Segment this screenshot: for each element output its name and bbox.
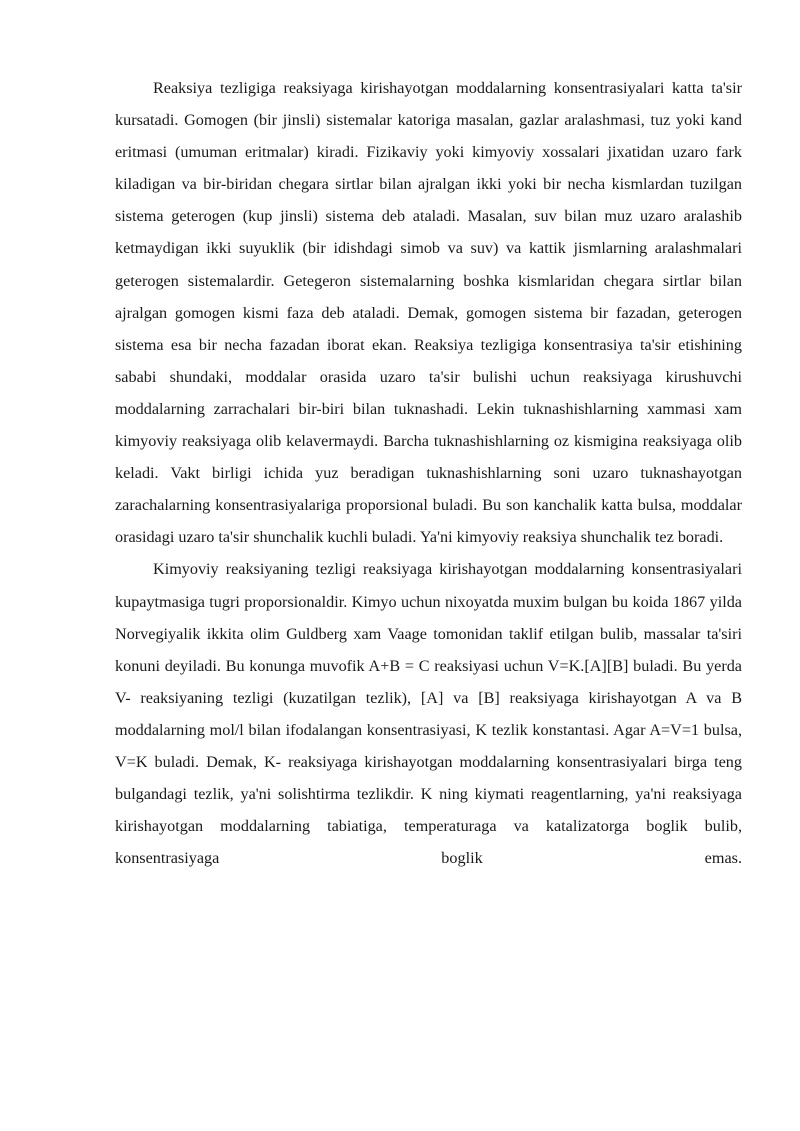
paragraph-reaction-rate-concentration: Reaksiya tezligiga reaksiyaga kirishayotgan moddalarning konsentrasiyalari katta ta'sir kursatadi. Gomogen (bir jinsli) sistemalar katoriga masalan, gazlar aralashmasi, tuz yoki kand eritmasi (umuman eritmalar) kiradi. Fizikaviy yoki kimyoviy xossalari jixatidan uzaro fark kiladigan va bir-biridan chegara sirtlar bilan ajralgan ikki yoki bir necha kismlardan tuzilgan sistema geterogen (kup jinsli) sistema deb ataladi. Masalan, suv bilan muz uzaro aralashib ketmaydigan ikki suyuklik (bir idishdagi simob va suv) va kattik jismlarning aralashmalari geterogen sistemalardir. Getegeron sistemalarning boshka kismlaridan chegara sirtlar bilan ajralgan gomogen kismi faza deb ataladi. Demak, gomogen sistema bir fazadan, geterogen sistema esa bir necha fazadan iborat ekan. Reaksiya tezligiga konsentrasiya ta'sir etishining sababi shundaki, moddalar orasida uzaro ta'sir bulishi uchun reaksiyaga kirushuvchi moddalarning zarrachalari bir-biri bilan tuknashadi. Lekin tuknashishlarning xammasi xam kimyoviy reaksiyaga olib kelavermaydi. Barcha tuknashishlarning oz kismigina reaksiyaga olib keladi. Vakt birligi ichida yuz beradigan tuknashishlarning soni uzaro tuknashayotgan zarachalarning konsentrasiyalariga proporsional buladi. Bu son kanchalik katta bulsa, moddalar orasidagi uzaro ta'sir shunchalik kuchli buladi. Ya'ni kimyoviy reaksiya shunchalik tez boradi. xyxy=(115,79,742,547)
paragraph-mass-action-law: Kimyoviy reaksiyaning tezligi reaksiyaga kirishayotgan moddalarning konsentrasiyalari kupaytmasiga tugri proporsionaldir. Kimyo uchun nixoyatda muxim bulgan bu koida 1867 yilda Norvegiyalik ikkita olim Guldberg xam Vaage tomonidan taklif etilgan bulib, massalar ta'siri konuni deyiladi. Bu konunga muvofik A+B = C reaksiyasi uchun V=K.[A][B] buladi. Bu yerda V- reaksiyaning tezligi (kuzatilgan tezlik), [A] va [B] reaksiyaga kirishayotgan A va B moddalarning mol/l bilan ifodalangan konsentrasiyasi, K tezlik konstantasi. Agar A=V=1 bulsa, V=K buladi. Demak, K- reaksiyaga kirishayotgan moddalarning konsentrasiyalari birga teng bulgandagi tezlik, ya'ni solishtirma tezlikdir. K ning kiymati reagentlarning, ya'ni reaksiyaga kirishayotgan moddalarning tabiatiga, temperaturaga va katalizatorga boglik bulib, konsentrasiyaga boglik emas. xyxy=(115,560,742,868)
document-body xyxy=(115,72,742,874)
